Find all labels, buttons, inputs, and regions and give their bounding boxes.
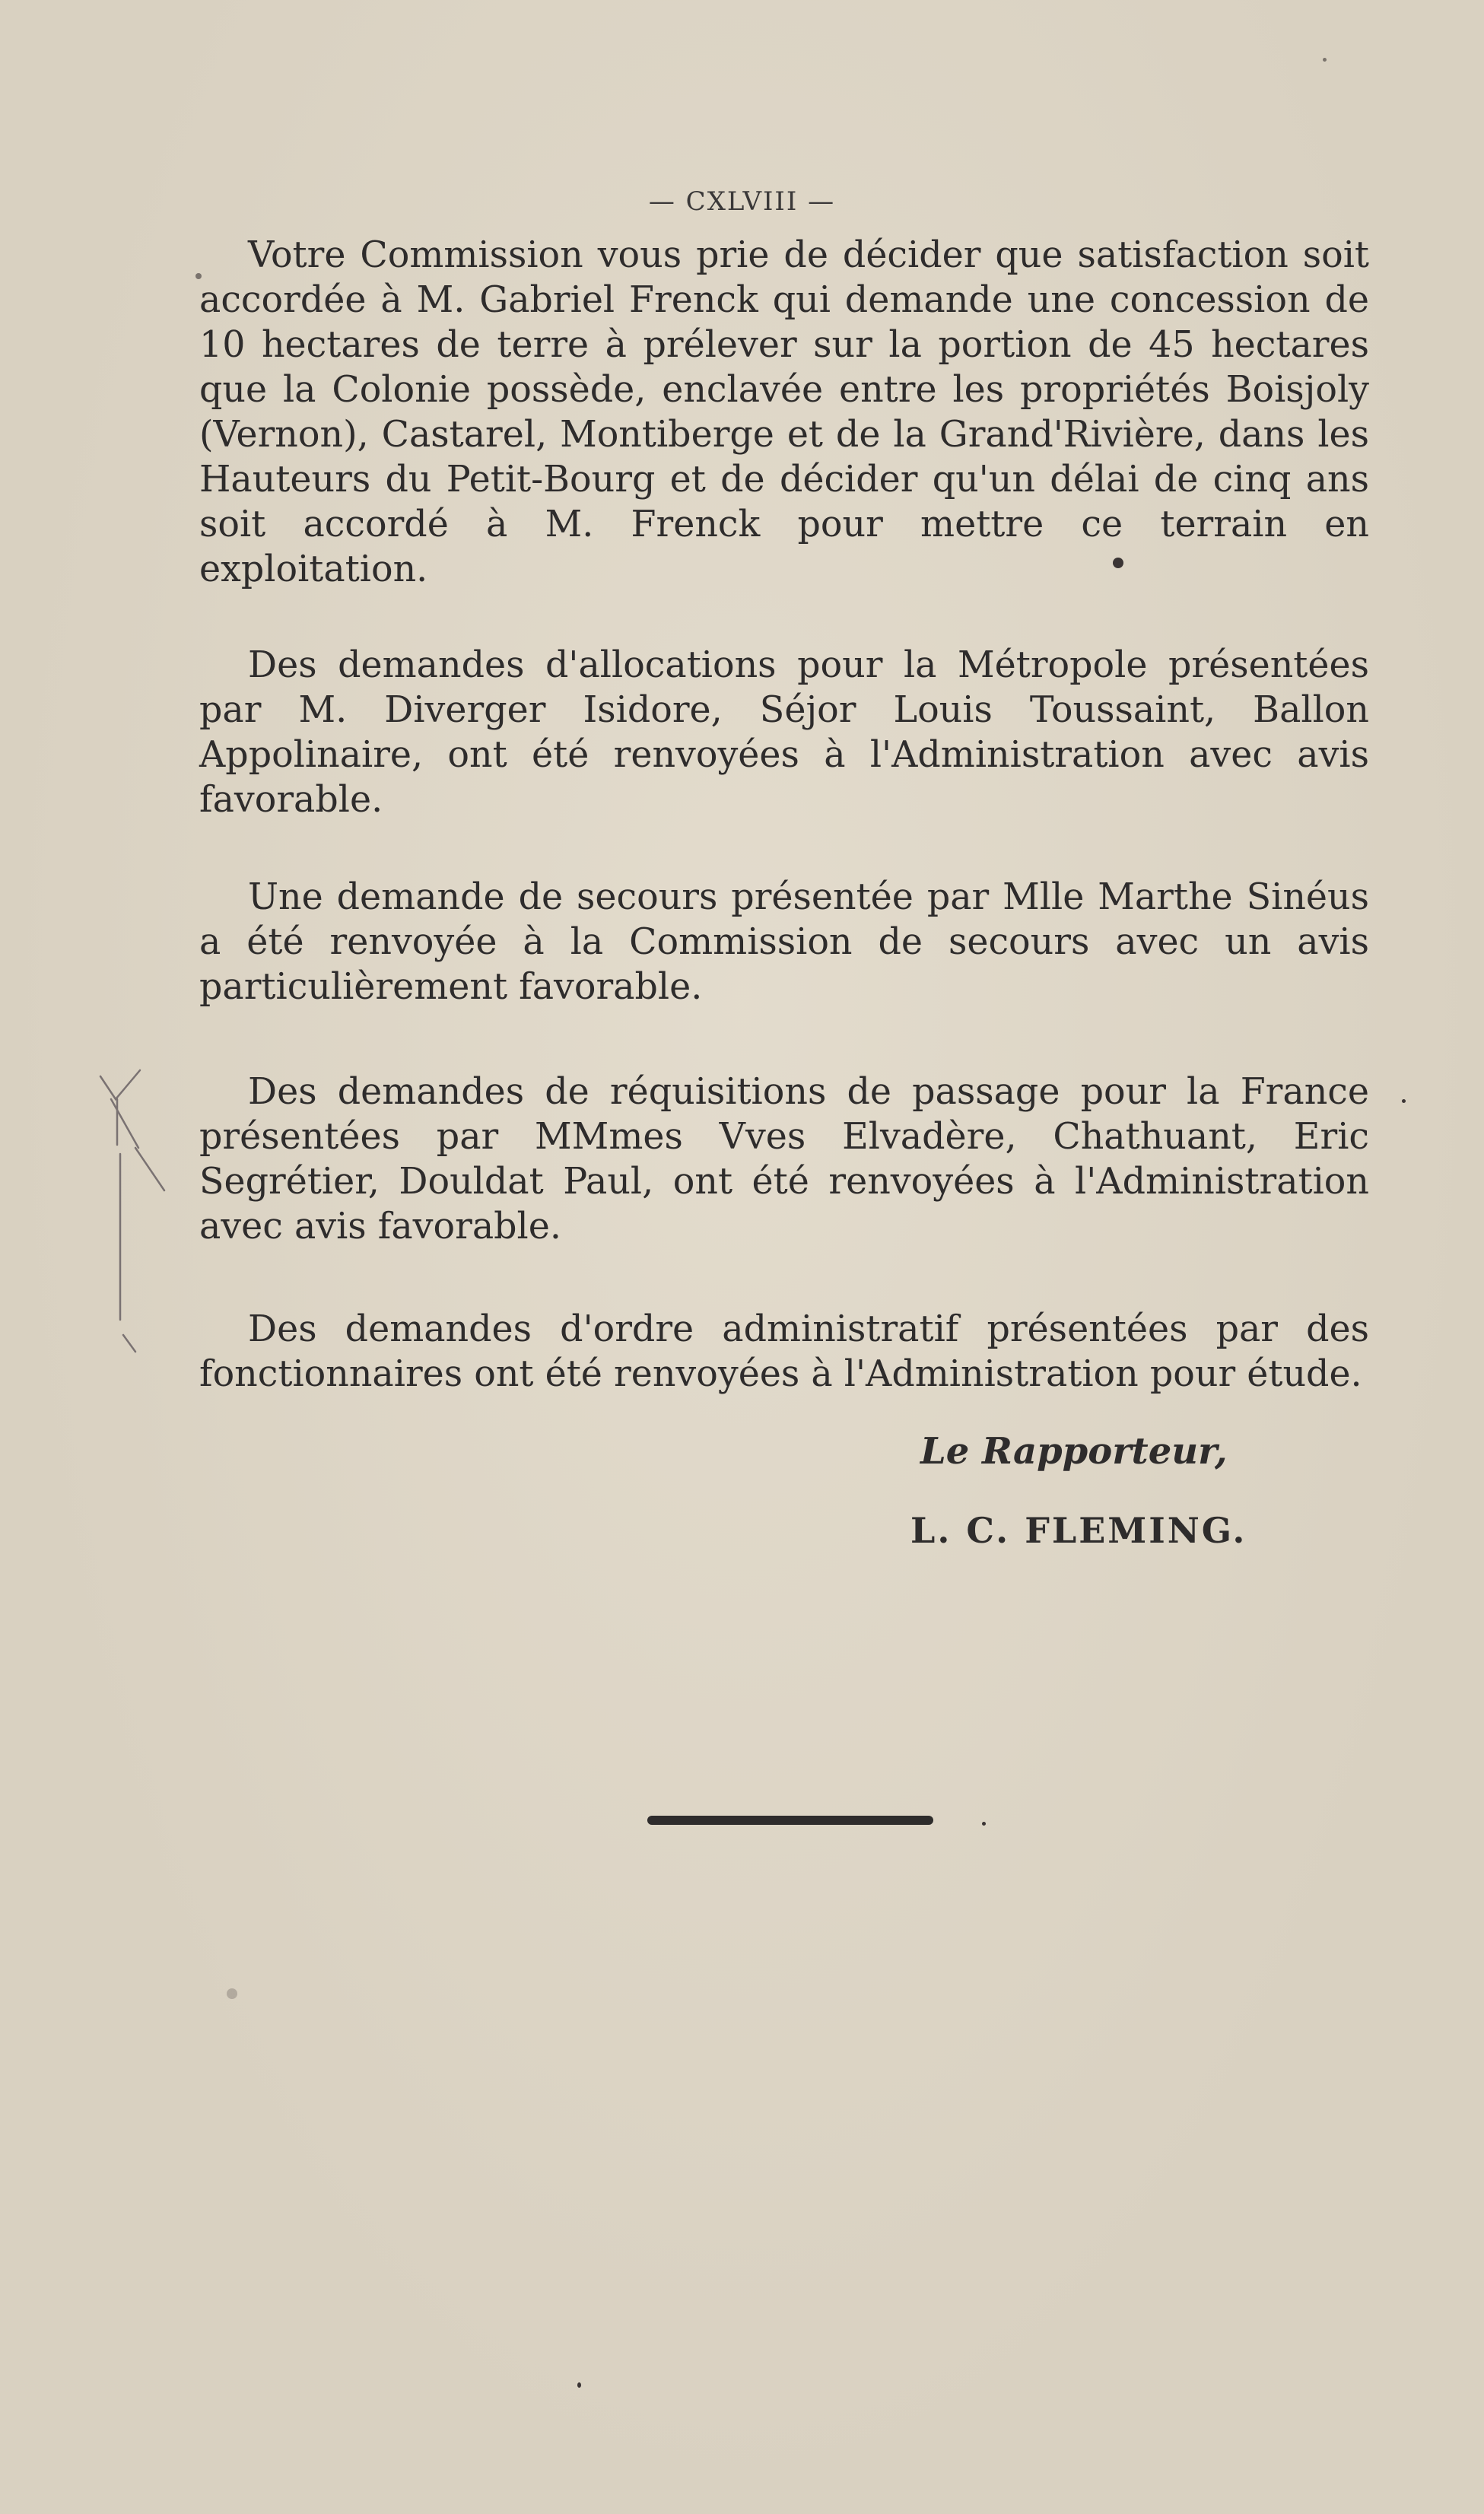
paper-speck [1402,1099,1406,1103]
paragraph-concession-text: Votre Commission vous prie de décider que satisfaction soit accordée à M. Gabriel Frenck qui demande une concession de 10 hectares de terre à prélever sur la portion de 45 hectares que la Colonie possède, enclavée entre les propriétés Boisjoly (Vernon), Castarel, Montiberge et de la Grand'Rivière, dans les Hauteurs du Petit-Bourg et de décider qu'un délai de cinq ans soit accordé à M. Frenck pour mettre ce terrain en exploitation. [199,234,1369,590]
paper-speck [1323,58,1327,62]
page-number-header: — CXLVIII — [648,186,836,217]
paper-speck [982,1822,986,1826]
paragraph-requisitions [199,1069,1369,1249]
paper-speck [227,1988,237,1999]
paragraph-secours [199,875,1369,1009]
paragraph-administratif-text: Des demandes d'ordre administratif présentées par des fonctionnaires ont été renvoyées à l'Administration pour étude. [199,1308,1369,1395]
margin-pencil-mark [91,1069,175,1388]
paragraph-concession [199,233,1369,592]
paragraph-administratif [199,1307,1369,1397]
paragraph-allocations-text: Des demandes d'allocations pour la Métropole présentées par M. Diverger Isidore, Séjor Louis Toussaint, Ballon Appolinaire, ont été renvoyées à l'Administration avec avis favorable. [199,644,1369,821]
paragraph-secours-text: Une demande de secours présentée par Mlle Marthe Sinéus a été renvoyée à la Commission de secours avec un avis particulièrement favorable. [199,876,1369,1008]
signature-name: L. C. FLEMING. [910,1510,1247,1551]
paper-speck [577,2382,581,2388]
paragraph-allocations [199,643,1369,822]
signature-title: Le Rapporteur, [920,1430,1228,1473]
closing-rule [647,1816,933,1825]
paper-speck [1113,558,1123,568]
paper-speck [195,273,202,279]
paragraph-requisitions-text: Des demandes de réquisitions de passage pour la France présentées par MMmes Vves Elvadère, Chathuant, Eric Segrétier, Douldat Paul, ont été renvoyées à l'Administration avec avis favorable. [199,1071,1369,1247]
